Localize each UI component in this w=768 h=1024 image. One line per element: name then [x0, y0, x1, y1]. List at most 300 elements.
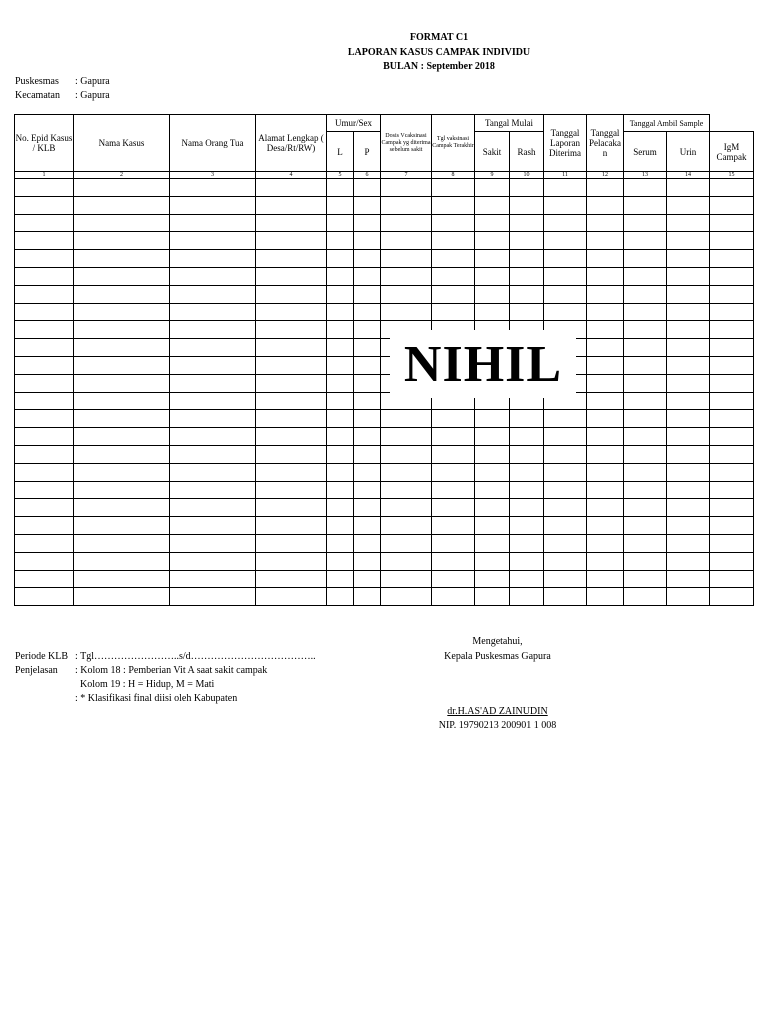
- table-cell: [327, 267, 354, 285]
- table-cell: [587, 517, 624, 535]
- table-cell: [74, 356, 170, 374]
- case-report-table: [14, 114, 754, 606]
- table-cell: [510, 214, 544, 232]
- table-cell: [587, 179, 624, 197]
- table-cell: [624, 232, 667, 250]
- table-cell: [170, 250, 256, 268]
- table-row: [15, 303, 754, 321]
- table-cell: [587, 250, 624, 268]
- table-row: [15, 588, 754, 606]
- table-cell: [432, 552, 475, 570]
- table-row: [15, 428, 754, 446]
- table-cell: [710, 499, 754, 517]
- table-cell: [15, 392, 74, 410]
- table-cell: [667, 196, 710, 214]
- table-cell: [544, 196, 587, 214]
- table-cell: [256, 499, 327, 517]
- table-cell: [74, 588, 170, 606]
- table-cell: [624, 428, 667, 446]
- table-cell: [327, 570, 354, 588]
- table-cell: [667, 517, 710, 535]
- table-cell: [624, 392, 667, 410]
- table-cell: [710, 356, 754, 374]
- column-number-row: [15, 172, 754, 179]
- table-row: [15, 552, 754, 570]
- table-cell: [710, 232, 754, 250]
- table-cell: [354, 339, 381, 357]
- table-cell: [256, 570, 327, 588]
- table-cell: [710, 179, 754, 197]
- table-cell: [15, 445, 74, 463]
- table-cell: [667, 303, 710, 321]
- table-cell: [381, 428, 432, 446]
- column-number: 3: [170, 172, 256, 179]
- table-cell: [256, 463, 327, 481]
- table-cell: [381, 250, 432, 268]
- table-cell: [475, 250, 510, 268]
- table-cell: [256, 179, 327, 197]
- table-cell: [170, 267, 256, 285]
- table-cell: [510, 410, 544, 428]
- table-cell: [354, 588, 381, 606]
- table-cell: [15, 321, 74, 339]
- table-cell: [354, 481, 381, 499]
- table-cell: [710, 517, 754, 535]
- table-cell: [710, 196, 754, 214]
- table-cell: [170, 499, 256, 517]
- table-cell: [15, 517, 74, 535]
- table-cell: [327, 339, 354, 357]
- table-row: [15, 179, 754, 197]
- table-cell: [544, 517, 587, 535]
- table-cell: [475, 232, 510, 250]
- table-cell: [587, 588, 624, 606]
- header-blank-corner: [710, 115, 754, 132]
- header-p: P: [354, 132, 381, 172]
- table-cell: [354, 303, 381, 321]
- column-number: 13: [624, 172, 667, 179]
- table-cell: [381, 570, 432, 588]
- table-cell: [587, 392, 624, 410]
- column-number: 14: [667, 172, 710, 179]
- table-cell: [587, 303, 624, 321]
- table-cell: [327, 428, 354, 446]
- table-cell: [510, 303, 544, 321]
- table-cell: [587, 356, 624, 374]
- header-nama-orang-tua: Nama Orang Tua: [170, 115, 256, 172]
- table-row: [15, 339, 754, 357]
- table-cell: [15, 588, 74, 606]
- table-cell: [432, 534, 475, 552]
- table-cell: [624, 250, 667, 268]
- table-cell: [510, 285, 544, 303]
- table-cell: [510, 481, 544, 499]
- table-row: [15, 499, 754, 517]
- table-cell: [667, 267, 710, 285]
- table-cell: [256, 517, 327, 535]
- penjelasan-line-1: : Kolom 18 : Pemberian Vit A saat sakit campak: [75, 665, 268, 676]
- table-cell: [510, 232, 544, 250]
- table-cell: [544, 410, 587, 428]
- table-cell: [381, 267, 432, 285]
- table-row: [15, 374, 754, 392]
- table-cell: [475, 534, 510, 552]
- table-cell: [327, 303, 354, 321]
- table-cell: [624, 552, 667, 570]
- table-cell: [15, 410, 74, 428]
- table-cell: [667, 374, 710, 392]
- table-row: [15, 481, 754, 499]
- table-cell: [544, 463, 587, 481]
- table-cell: [327, 285, 354, 303]
- table-row: [15, 517, 754, 535]
- column-number: 9: [475, 172, 510, 179]
- table-cell: [510, 196, 544, 214]
- table-cell: [15, 250, 74, 268]
- column-number: 5: [327, 172, 354, 179]
- header-urin: Urin: [667, 132, 710, 172]
- table-row: [15, 321, 754, 339]
- table-cell: [510, 179, 544, 197]
- table-cell: [170, 214, 256, 232]
- table-cell: [624, 321, 667, 339]
- nihil-stamp: NIHIL: [390, 330, 576, 398]
- column-number: 7: [381, 172, 432, 179]
- table-row: [15, 392, 754, 410]
- table-cell: [327, 410, 354, 428]
- table-cell: [624, 285, 667, 303]
- table-cell: [544, 267, 587, 285]
- table-cell: [327, 356, 354, 374]
- table-cell: [710, 303, 754, 321]
- table-cell: [667, 588, 710, 606]
- table-cell: [381, 463, 432, 481]
- table-cell: [74, 339, 170, 357]
- table-cell: [170, 428, 256, 446]
- table-cell: [354, 410, 381, 428]
- table-cell: [624, 214, 667, 232]
- table-cell: [15, 356, 74, 374]
- table-cell: [667, 463, 710, 481]
- table-cell: [256, 552, 327, 570]
- table-cell: [710, 250, 754, 268]
- table-cell: [624, 463, 667, 481]
- table-row: [15, 570, 754, 588]
- table-cell: [15, 232, 74, 250]
- table-cell: [510, 588, 544, 606]
- table-cell: [354, 356, 381, 374]
- table-cell: [587, 339, 624, 357]
- table-cell: [475, 214, 510, 232]
- table-cell: [510, 428, 544, 446]
- table-cell: [327, 392, 354, 410]
- column-number: 10: [510, 172, 544, 179]
- table-cell: [327, 232, 354, 250]
- header-dosis-vaksinasi: Dosis Vcaksinasi Campak yg diterima sebelum sakit: [381, 115, 432, 172]
- table-row: [15, 267, 754, 285]
- table-cell: [256, 285, 327, 303]
- table-cell: [170, 179, 256, 197]
- table-cell: [510, 517, 544, 535]
- table-cell: [15, 481, 74, 499]
- table-cell: [327, 214, 354, 232]
- table-cell: [74, 250, 170, 268]
- table-cell: [710, 374, 754, 392]
- header-rash: Rash: [510, 132, 544, 172]
- signature-position: Kepala Puskesmas Gapura: [444, 651, 551, 662]
- table-row: [15, 250, 754, 268]
- table-cell: [381, 534, 432, 552]
- report-title: LAPORAN KASUS CAMPAK INDIVIDU: [347, 47, 531, 58]
- table-cell: [667, 392, 710, 410]
- table-cell: [544, 250, 587, 268]
- table-cell: [354, 374, 381, 392]
- table-cell: [544, 534, 587, 552]
- table-cell: [354, 250, 381, 268]
- table-cell: [381, 196, 432, 214]
- table-cell: [667, 481, 710, 499]
- table-cell: [432, 214, 475, 232]
- table-cell: [15, 267, 74, 285]
- puskesmas-value: : Gapura: [75, 76, 110, 87]
- table-cell: [170, 410, 256, 428]
- signature-name: dr.H.AS'AD ZAINUDIN: [447, 706, 548, 717]
- table-cell: [74, 570, 170, 588]
- table-cell: [170, 374, 256, 392]
- table-cell: [74, 267, 170, 285]
- format-code: FORMAT C1: [409, 32, 469, 43]
- table-cell: [432, 445, 475, 463]
- table-cell: [354, 534, 381, 552]
- header-tanggal-pelacakan: Tanggal Pelacaka n: [587, 115, 624, 172]
- table-cell: [667, 339, 710, 357]
- table-cell: [432, 588, 475, 606]
- table-cell: [327, 463, 354, 481]
- table-row: [15, 356, 754, 374]
- table-cell: [74, 534, 170, 552]
- table-cell: [256, 321, 327, 339]
- table-cell: [710, 392, 754, 410]
- table-cell: [170, 445, 256, 463]
- table-cell: [354, 445, 381, 463]
- table-cell: [475, 588, 510, 606]
- table-row: [15, 285, 754, 303]
- table-cell: [256, 588, 327, 606]
- header-l: L: [327, 132, 354, 172]
- table-cell: [327, 196, 354, 214]
- table-cell: [432, 499, 475, 517]
- table-cell: [510, 570, 544, 588]
- table-cell: [74, 481, 170, 499]
- table-cell: [354, 392, 381, 410]
- table-cell: [170, 481, 256, 499]
- column-number: 4: [256, 172, 327, 179]
- table-cell: [432, 267, 475, 285]
- table-cell: [475, 410, 510, 428]
- table-cell: [256, 196, 327, 214]
- table-cell: [624, 588, 667, 606]
- column-number: 8: [432, 172, 475, 179]
- table-cell: [587, 481, 624, 499]
- table-cell: [667, 232, 710, 250]
- table-cell: [327, 374, 354, 392]
- header-serum: Serum: [624, 132, 667, 172]
- table-cell: [170, 552, 256, 570]
- kecamatan-label: Kecamatan: [15, 90, 60, 101]
- table-cell: [354, 267, 381, 285]
- table-cell: [710, 588, 754, 606]
- table-cell: [544, 303, 587, 321]
- table-cell: [624, 179, 667, 197]
- table-cell: [587, 428, 624, 446]
- table-cell: [710, 534, 754, 552]
- table-cell: [170, 303, 256, 321]
- table-cell: [667, 214, 710, 232]
- table-cell: [327, 179, 354, 197]
- table-cell: [256, 214, 327, 232]
- table-cell: [667, 428, 710, 446]
- table-cell: [256, 232, 327, 250]
- table-cell: [710, 552, 754, 570]
- table-cell: [544, 285, 587, 303]
- table-cell: [354, 285, 381, 303]
- table-cell: [327, 552, 354, 570]
- table-cell: [475, 445, 510, 463]
- table-cell: [327, 534, 354, 552]
- table-cell: [381, 517, 432, 535]
- table-cell: [354, 463, 381, 481]
- table-cell: [170, 196, 256, 214]
- signature-nip: NIP. 19790213 200901 1 008: [438, 720, 557, 731]
- header-umur-sex: Umur/Sex: [327, 115, 381, 132]
- table-cell: [667, 552, 710, 570]
- table-cell: [170, 534, 256, 552]
- table-cell: [544, 179, 587, 197]
- table-cell: [381, 179, 432, 197]
- header-igm-campak: IgM Campak: [710, 132, 754, 172]
- table-cell: [544, 570, 587, 588]
- table-cell: [587, 552, 624, 570]
- table-cell: [74, 410, 170, 428]
- table-cell: [15, 499, 74, 517]
- table-cell: [354, 232, 381, 250]
- table-cell: [74, 179, 170, 197]
- table-cell: [624, 570, 667, 588]
- table-cell: [587, 214, 624, 232]
- header-tanggal-mulai: Tangal Mulai: [475, 115, 544, 132]
- table-cell: [510, 267, 544, 285]
- table-cell: [170, 517, 256, 535]
- table-cell: [15, 303, 74, 321]
- table-cell: [74, 303, 170, 321]
- table-cell: [170, 285, 256, 303]
- table-cell: [15, 179, 74, 197]
- table-cell: [587, 285, 624, 303]
- table-cell: [710, 285, 754, 303]
- table-cell: [15, 463, 74, 481]
- penjelasan-line-3: : * Klasifikasi final diisi oleh Kabupaten: [75, 693, 238, 704]
- table-cell: [15, 339, 74, 357]
- table-cell: [710, 428, 754, 446]
- table-cell: [667, 321, 710, 339]
- table-cell: [15, 534, 74, 552]
- table-cell: [170, 588, 256, 606]
- column-number: 6: [354, 172, 381, 179]
- table-cell: [15, 374, 74, 392]
- table-cell: [544, 552, 587, 570]
- table-cell: [710, 321, 754, 339]
- table-cell: [327, 517, 354, 535]
- table-cell: [587, 196, 624, 214]
- table-cell: [475, 267, 510, 285]
- table-cell: [667, 179, 710, 197]
- signature-mengetahui: Mengetahui,: [472, 636, 523, 647]
- table-cell: [15, 552, 74, 570]
- column-number: 11: [544, 172, 587, 179]
- table-cell: [432, 285, 475, 303]
- table-cell: [354, 214, 381, 232]
- table-cell: [667, 570, 710, 588]
- table-cell: [432, 570, 475, 588]
- table-cell: [667, 410, 710, 428]
- table-cell: [667, 356, 710, 374]
- kecamatan-value: : Gapura: [75, 90, 110, 101]
- table-cell: [381, 214, 432, 232]
- table-cell: [667, 250, 710, 268]
- table-cell: [354, 552, 381, 570]
- table-cell: [475, 499, 510, 517]
- table-cell: [381, 232, 432, 250]
- table-cell: [544, 428, 587, 446]
- table-cell: [544, 499, 587, 517]
- table-cell: [15, 196, 74, 214]
- table-cell: [170, 339, 256, 357]
- table-cell: [624, 445, 667, 463]
- table-cell: [74, 517, 170, 535]
- table-row: [15, 445, 754, 463]
- table-cell: [544, 232, 587, 250]
- table-cell: [475, 285, 510, 303]
- table-cell: [510, 552, 544, 570]
- table-cell: [624, 481, 667, 499]
- table-cell: [587, 374, 624, 392]
- table-cell: [432, 428, 475, 446]
- table-cell: [256, 374, 327, 392]
- table-cell: [15, 570, 74, 588]
- table-cell: [432, 481, 475, 499]
- table-cell: [667, 499, 710, 517]
- table-cell: [354, 321, 381, 339]
- table-cell: [710, 267, 754, 285]
- table-cell: [74, 232, 170, 250]
- table-row: [15, 214, 754, 232]
- table-cell: [624, 410, 667, 428]
- header-sakit: Sakit: [475, 132, 510, 172]
- table-cell: [432, 410, 475, 428]
- table-cell: [624, 499, 667, 517]
- table-cell: [475, 463, 510, 481]
- column-number: 1: [15, 172, 74, 179]
- table-row: [15, 232, 754, 250]
- table-cell: [587, 232, 624, 250]
- table-cell: [587, 534, 624, 552]
- table-cell: [170, 392, 256, 410]
- table-cell: [327, 321, 354, 339]
- table-cell: [667, 445, 710, 463]
- table-cell: [15, 428, 74, 446]
- table-cell: [256, 267, 327, 285]
- table-cell: [15, 285, 74, 303]
